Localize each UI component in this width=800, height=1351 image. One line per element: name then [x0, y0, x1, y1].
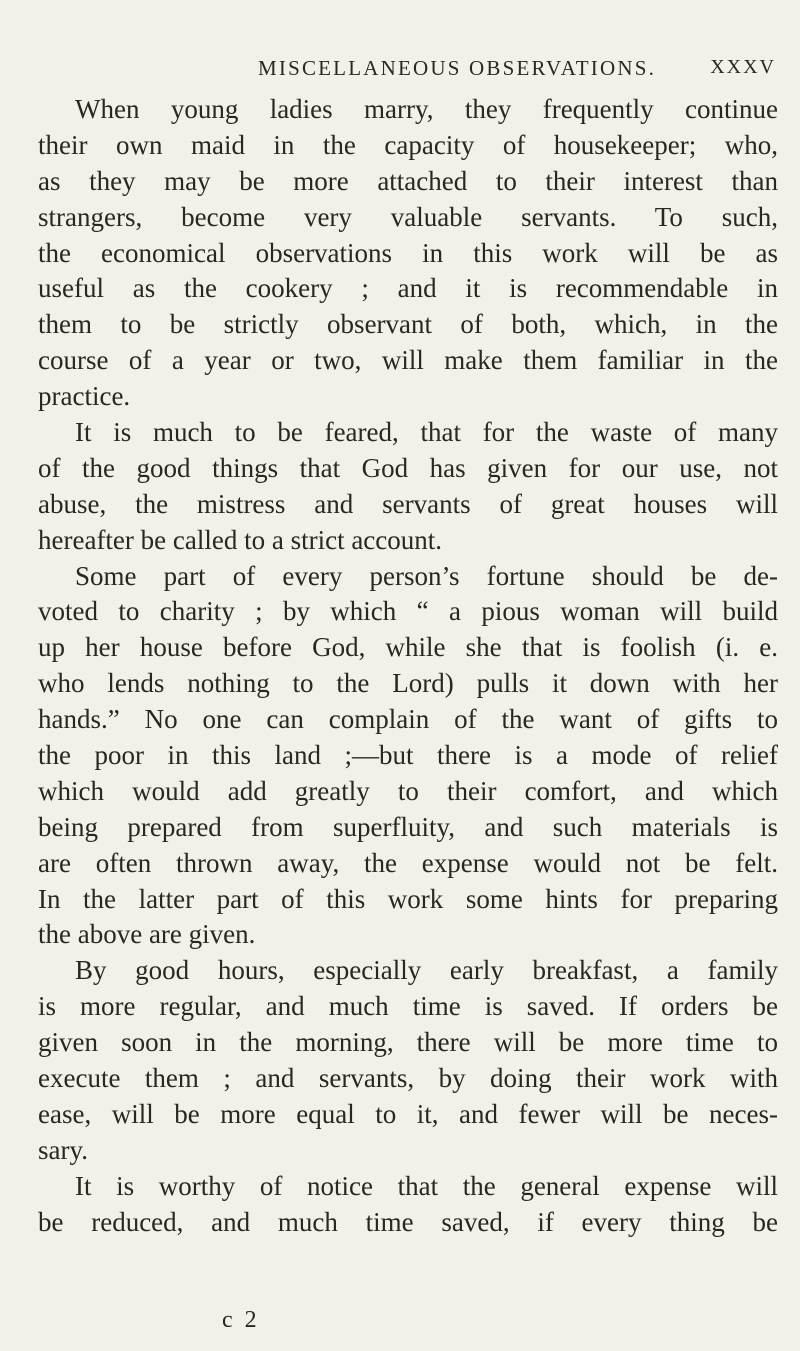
text-line: voted to charity ; by which “ a pious woman will build	[38, 596, 778, 627]
text-line: ease, will be more equal to it, and fewer will be neces-	[38, 1098, 778, 1129]
running-title: MISCELLANEOUS OBSERVATIONS.	[258, 56, 657, 80]
body-text	[38, 92, 778, 1241]
text-line: practice.	[38, 381, 131, 412]
text-line: strangers, become very valuable servants. To such,	[38, 201, 778, 232]
text-line: of the good things that God has given for our use, not	[38, 452, 778, 483]
text-line: By good hours, especially early breakfast, a family	[75, 955, 778, 986]
text-line: It is much to be feared, that for the waste of many	[75, 417, 778, 448]
text-line: given soon in the morning, there will be more time to	[38, 1027, 778, 1058]
text-line: useful as the cookery ; and it is recommendable in	[38, 273, 778, 304]
text-line: are often thrown away, the expense would not be felt.	[38, 847, 778, 878]
text-line: Some part of every person’s fortune should be de-	[75, 560, 778, 591]
text-line: is more regular, and much time is saved. If orders be	[38, 991, 778, 1022]
text-line: which would add greatly to their comfort, and which	[38, 775, 778, 806]
text-line: be reduced, and much time saved, if every thing be	[38, 1206, 778, 1237]
text-line: the above are given.	[38, 919, 256, 950]
text-line: hereafter be called to a strict account.	[38, 524, 443, 555]
text-line: course of a year or two, will make them familiar in the	[38, 345, 778, 376]
text-line: up her house before God, while she that is foolish (i. e.	[38, 632, 778, 663]
text-line: their own maid in the capacity of housekeeper; who,	[38, 129, 778, 160]
text-line: the poor in this land ;—but there is a mode of relief	[38, 740, 778, 771]
text-line: who lends nothing to the Lord) pulls it down with her	[38, 668, 778, 699]
text-line: being prepared from superfluity, and such materials is	[38, 811, 778, 842]
page-number: XXXV	[710, 56, 776, 78]
text-line: In the latter part of this work some hints for preparing	[38, 883, 778, 914]
text-line: sary.	[38, 1134, 88, 1165]
text-line: abuse, the mistress and servants of great houses will	[38, 488, 778, 519]
signature-mark: c 2	[222, 1307, 260, 1333]
text-line: When young ladies marry, they frequently continue	[75, 94, 778, 124]
text-line: It is worthy of notice that the general expense will	[75, 1170, 778, 1201]
text-line: execute them ; and servants, by doing their work with	[38, 1063, 778, 1094]
text-line: hands.” No one can complain of the want of gifts to	[38, 704, 778, 735]
text-line: as they may be more attached to their interest than	[38, 165, 778, 196]
text-line: the economical observations in this work will be as	[38, 237, 778, 268]
text-line: them to be strictly observant of both, which, in the	[38, 309, 778, 340]
page-header	[0, 56, 800, 86]
